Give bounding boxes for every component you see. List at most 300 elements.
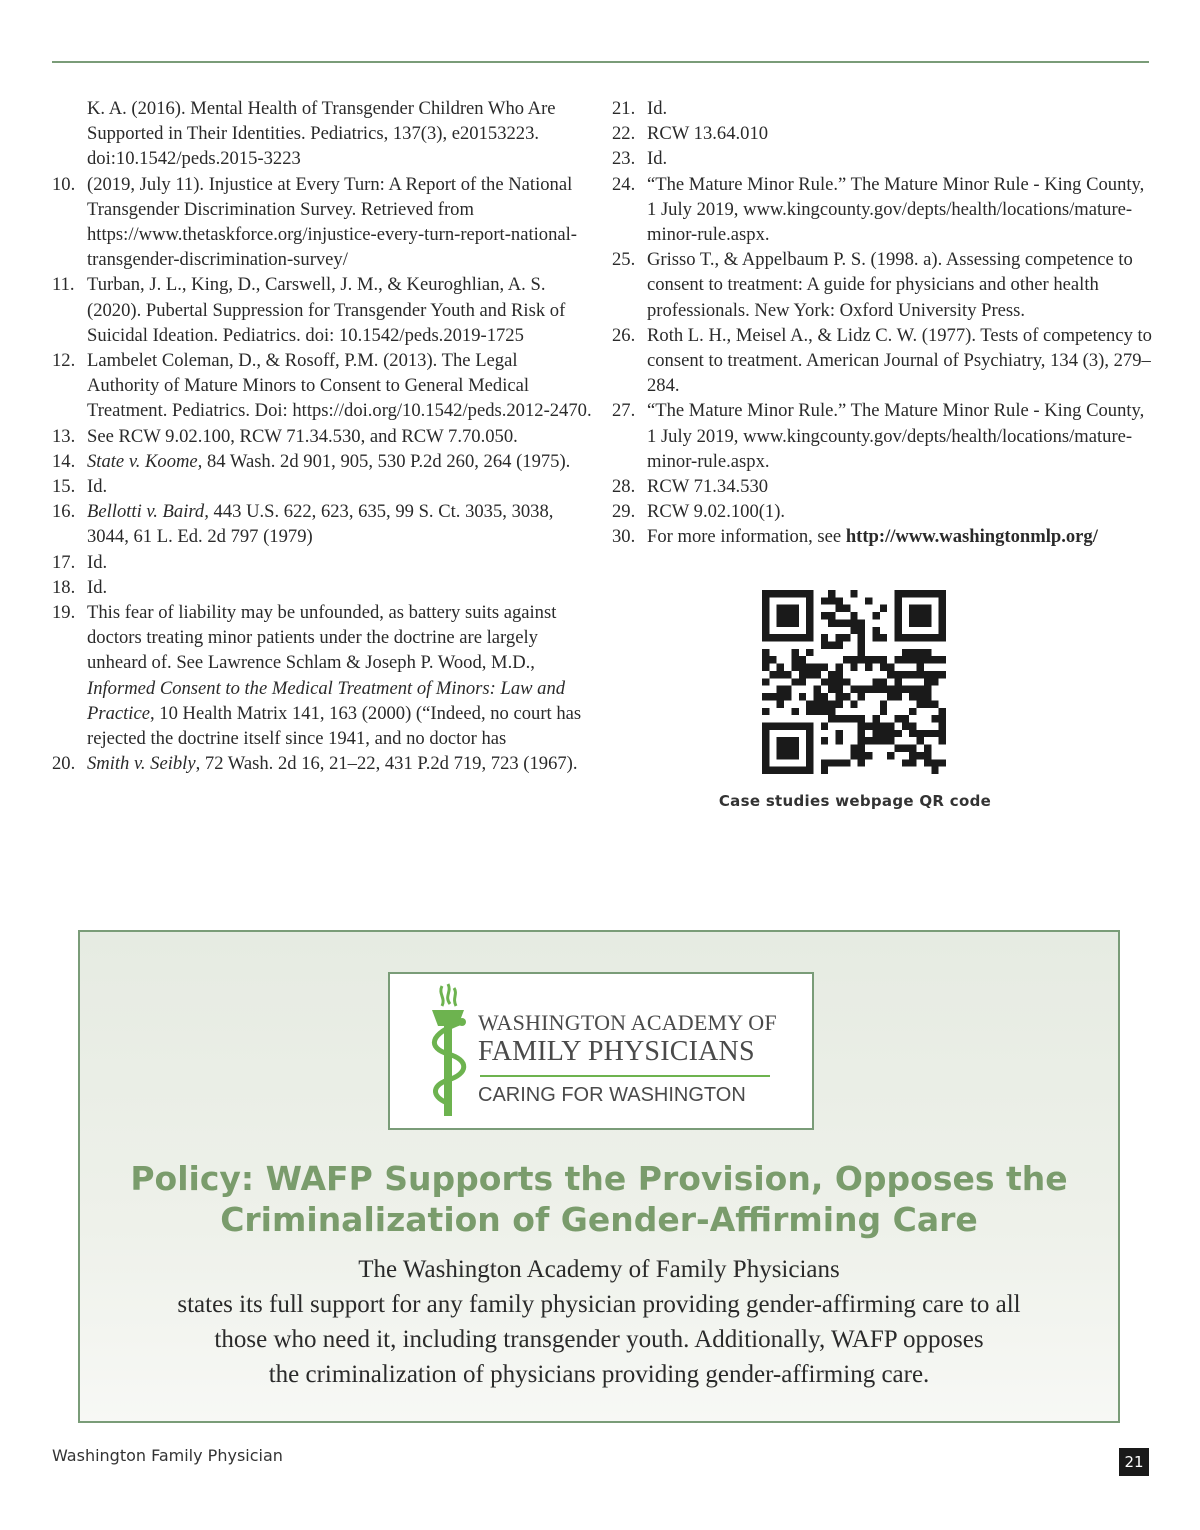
qr-module bbox=[909, 752, 916, 759]
reference-27 bbox=[612, 398, 1152, 474]
qr-module bbox=[939, 605, 946, 612]
qr-module bbox=[762, 678, 769, 685]
qr-module bbox=[887, 664, 894, 671]
qr-module bbox=[777, 767, 784, 774]
qr-module bbox=[939, 612, 946, 619]
qr-module bbox=[799, 656, 806, 663]
qr-module bbox=[784, 737, 791, 744]
reference-17 bbox=[52, 550, 592, 575]
qr-module bbox=[799, 767, 806, 774]
qr-module bbox=[777, 737, 784, 744]
qr-module bbox=[858, 627, 865, 634]
logo-text-academy: WASHINGTON ACADEMY OF bbox=[478, 1010, 777, 1035]
qr-module bbox=[909, 693, 916, 700]
qr-module bbox=[828, 686, 835, 693]
qr-module bbox=[828, 642, 835, 649]
qr-module bbox=[806, 649, 813, 656]
reference-30 bbox=[612, 524, 1152, 549]
qr-module bbox=[909, 605, 916, 612]
policy-statement-line: states its full support for any family physician providing gender-affirming care to all bbox=[177, 1291, 1021, 1318]
qr-module bbox=[806, 752, 813, 759]
qr-module bbox=[762, 649, 769, 656]
policy-title bbox=[80, 1158, 1118, 1240]
qr-module bbox=[806, 590, 813, 597]
qr-module bbox=[909, 649, 916, 656]
qr-module bbox=[917, 686, 924, 693]
reference-number: 17. bbox=[52, 551, 76, 573]
reference-text: Id. bbox=[647, 148, 668, 170]
reference-text: RCW 9.02.100(1). bbox=[647, 501, 786, 523]
qr-module bbox=[872, 730, 879, 737]
qr-module bbox=[924, 634, 931, 641]
citation: , 10 Health Matrix 141, 163 (2000) (“Indeed, no court has rejected the doctrine itself since 1941, and no doctor has bbox=[87, 702, 582, 750]
qr-module bbox=[872, 627, 879, 634]
qr-module bbox=[894, 656, 901, 663]
qr-module bbox=[931, 656, 938, 663]
qr-module bbox=[828, 708, 835, 715]
qr-module bbox=[872, 722, 879, 729]
qr-module bbox=[872, 678, 879, 685]
qr-module bbox=[887, 752, 894, 759]
qr-module bbox=[836, 693, 843, 700]
policy-box bbox=[78, 930, 1120, 1423]
qr-module bbox=[894, 590, 901, 597]
qr-module bbox=[777, 605, 784, 612]
qr-module bbox=[931, 671, 938, 678]
qr-module bbox=[924, 752, 931, 759]
qr-module bbox=[909, 612, 916, 619]
qr-module bbox=[909, 730, 916, 737]
qr-module bbox=[843, 678, 850, 685]
qr-module bbox=[806, 737, 813, 744]
qr-module bbox=[814, 686, 821, 693]
reference-18 bbox=[52, 575, 592, 600]
qr-module bbox=[917, 612, 924, 619]
reference-number: 18. bbox=[52, 576, 76, 598]
qr-module bbox=[850, 627, 857, 634]
reference-14 bbox=[52, 449, 592, 474]
qr-module bbox=[894, 693, 901, 700]
reference-number: 15. bbox=[52, 476, 76, 498]
qr-module bbox=[887, 671, 894, 678]
policy-statement bbox=[80, 1252, 1118, 1392]
qr-module bbox=[806, 597, 813, 604]
qr-module bbox=[894, 627, 901, 634]
qr-module bbox=[828, 715, 835, 722]
qr-module bbox=[777, 722, 784, 729]
qr-module bbox=[939, 619, 946, 626]
citation: 443 U.S. 622, 623, 635, 99 S. Ct. 3035, 3038, 3044, 61 L. Ed. 2d 797 (1979) bbox=[87, 501, 554, 548]
qr-module bbox=[880, 730, 887, 737]
qr-module bbox=[806, 745, 813, 752]
qr-module bbox=[821, 737, 828, 744]
reference-number: 21. bbox=[612, 98, 636, 119]
qr-module bbox=[894, 612, 901, 619]
reference-number: 22. bbox=[612, 123, 636, 145]
reference-26 bbox=[612, 323, 1152, 399]
policy-statement-line: The Washington Academy of Family Physicians bbox=[358, 1256, 840, 1283]
staff-of-asclepius-icon bbox=[418, 982, 478, 1120]
qr-module bbox=[894, 619, 901, 626]
reference-number: 14. bbox=[52, 450, 76, 472]
qr-module bbox=[784, 745, 791, 752]
qr-module bbox=[880, 678, 887, 685]
qr-module bbox=[924, 649, 931, 656]
qr-module bbox=[791, 737, 798, 744]
qr-module bbox=[784, 590, 791, 597]
reference-21 bbox=[612, 96, 1152, 121]
qr-module bbox=[939, 722, 946, 729]
reference-text: “The Mature Minor Rule.” The Mature Minor Rule - King County, 1 July 2019, www.kingcounty.gov/depts/health/locations/mature-minor-rule.aspx. bbox=[647, 173, 1145, 246]
qr-module bbox=[762, 627, 769, 634]
reference-number: 20. bbox=[52, 753, 76, 775]
qr-module bbox=[872, 686, 879, 693]
qr-module bbox=[872, 656, 879, 663]
logo-divider bbox=[480, 1075, 770, 1077]
page-number: 21 bbox=[1119, 1448, 1149, 1476]
qr-module bbox=[784, 612, 791, 619]
policy-title-line: Policy: WAFP Supports the Provision, Opposes the bbox=[130, 1159, 1068, 1198]
qr-module bbox=[762, 664, 769, 671]
qr-module bbox=[806, 767, 813, 774]
qr-module bbox=[858, 619, 865, 626]
qr-module bbox=[939, 759, 946, 766]
qr-module bbox=[836, 678, 843, 685]
qr-module bbox=[806, 730, 813, 737]
qr-module bbox=[880, 737, 887, 744]
qr-module bbox=[843, 693, 850, 700]
qr-module bbox=[777, 612, 784, 619]
qr-module bbox=[791, 745, 798, 752]
qr-module bbox=[872, 737, 879, 744]
qr-module bbox=[762, 767, 769, 774]
qr-module bbox=[909, 634, 916, 641]
citation: 84 Wash. 2d 901, 905, 530 P.2d 260, 264 (1975). bbox=[202, 450, 571, 472]
qr-module bbox=[791, 605, 798, 612]
qr-module bbox=[821, 759, 828, 766]
qr-module bbox=[880, 664, 887, 671]
reference-number: 13. bbox=[52, 425, 76, 447]
qr-module bbox=[821, 693, 828, 700]
qr-module bbox=[858, 693, 865, 700]
qr-module bbox=[828, 619, 835, 626]
qr-module bbox=[777, 671, 784, 678]
reference-25 bbox=[612, 247, 1152, 323]
qr-module bbox=[858, 656, 865, 663]
qr-module bbox=[836, 671, 843, 678]
qr-module bbox=[850, 664, 857, 671]
qr-module bbox=[917, 730, 924, 737]
reference-text bbox=[647, 524, 1152, 549]
qr-module bbox=[858, 737, 865, 744]
reference-number: 19. bbox=[52, 602, 76, 624]
qr-module bbox=[939, 590, 946, 597]
qr-module bbox=[865, 656, 872, 663]
qr-module bbox=[917, 649, 924, 656]
qr-module bbox=[872, 634, 879, 641]
case-name: State v. Koome, bbox=[87, 450, 203, 472]
qr-module bbox=[791, 708, 798, 715]
qr-module bbox=[917, 671, 924, 678]
qr-module bbox=[939, 671, 946, 678]
qr-module bbox=[799, 590, 806, 597]
qr-module bbox=[939, 737, 946, 744]
qr-module bbox=[762, 752, 769, 759]
qr-module bbox=[909, 671, 916, 678]
qr-module bbox=[836, 664, 843, 671]
qr-module bbox=[850, 619, 857, 626]
qr-module bbox=[769, 693, 776, 700]
qr-module bbox=[924, 678, 931, 685]
qr-module bbox=[865, 686, 872, 693]
reference-text: RCW 13.64.010 bbox=[647, 123, 769, 145]
qr-module bbox=[828, 590, 835, 597]
qr-module bbox=[931, 634, 938, 641]
qr-module bbox=[917, 605, 924, 612]
reference-10 bbox=[52, 172, 592, 273]
qr-module bbox=[799, 664, 806, 671]
qr-module bbox=[850, 715, 857, 722]
reference-number: 11. bbox=[52, 274, 75, 296]
qr-module bbox=[784, 752, 791, 759]
qr-module bbox=[814, 708, 821, 715]
qr-module bbox=[902, 649, 909, 656]
qr-module bbox=[828, 759, 835, 766]
qr-module bbox=[924, 693, 931, 700]
citation: This fear of liability may be unfounded, as battery suits against doctors treating minor patients under the doctrine are largely unheard of. See Lawrence Schlam & Joseph P. Wood, M.D., bbox=[87, 602, 557, 674]
qr-module bbox=[924, 730, 931, 737]
case-name: Smith v. Seibly bbox=[87, 753, 196, 775]
qr-module bbox=[784, 605, 791, 612]
qr-module bbox=[836, 597, 843, 604]
qr-module bbox=[791, 619, 798, 626]
qr-code[interactable] bbox=[762, 590, 946, 774]
qr-module bbox=[931, 767, 938, 774]
qr-module bbox=[865, 752, 872, 759]
qr-module bbox=[784, 686, 791, 693]
qr-module bbox=[931, 715, 938, 722]
qr-module bbox=[762, 737, 769, 744]
qr-module bbox=[917, 752, 924, 759]
qr-module bbox=[917, 656, 924, 663]
qr-module bbox=[880, 686, 887, 693]
qr-module bbox=[791, 767, 798, 774]
qr-module bbox=[799, 671, 806, 678]
qr-module bbox=[777, 634, 784, 641]
qr-module bbox=[791, 649, 798, 656]
qr-module bbox=[924, 686, 931, 693]
reference-text bbox=[87, 499, 592, 549]
policy-title-line: Criminalization of Gender-Affirming Care bbox=[220, 1200, 978, 1239]
references-left-column bbox=[52, 96, 592, 776]
reference-text: Id. bbox=[87, 551, 108, 573]
reference-number: 29. bbox=[612, 501, 636, 523]
qr-module bbox=[887, 722, 894, 729]
qr-module bbox=[762, 708, 769, 715]
qr-module bbox=[924, 590, 931, 597]
qr-module bbox=[917, 737, 924, 744]
qr-module bbox=[791, 678, 798, 685]
qr-module bbox=[917, 693, 924, 700]
logo-tagline: CARING FOR WASHINGTON bbox=[478, 1084, 746, 1106]
qr-module bbox=[858, 745, 865, 752]
qr-module bbox=[902, 759, 909, 766]
qr-module bbox=[836, 605, 843, 612]
reference-number: 10. bbox=[52, 173, 76, 195]
reference-text: Grisso T., & Appelbaum P. S. (1998. a). Assessing competence to consent to treatment: A guide for physicians and other health professionals. New York: Oxford University Press. bbox=[647, 249, 1133, 321]
qr-module bbox=[806, 671, 813, 678]
reference-23 bbox=[612, 146, 1152, 171]
qr-module bbox=[939, 730, 946, 737]
qr-module bbox=[858, 649, 865, 656]
qr-module bbox=[843, 619, 850, 626]
qr-module bbox=[850, 745, 857, 752]
qr-module bbox=[865, 737, 872, 744]
qr-module bbox=[924, 619, 931, 626]
qr-module bbox=[850, 752, 857, 759]
reference-number: 30. bbox=[612, 526, 636, 548]
reference-20 bbox=[52, 751, 592, 776]
qr-module bbox=[850, 656, 857, 663]
qr-module bbox=[902, 715, 909, 722]
qr-module bbox=[769, 590, 776, 597]
reference-text: See RCW 9.02.100, RCW 71.34.530, and RCW 7.70.050. bbox=[87, 425, 518, 447]
qr-module bbox=[769, 722, 776, 729]
qr-module bbox=[887, 737, 894, 744]
reference-number: 26. bbox=[612, 324, 636, 346]
qr-module bbox=[880, 708, 887, 715]
qr-module bbox=[909, 759, 916, 766]
qr-module bbox=[836, 642, 843, 649]
qr-module bbox=[821, 722, 828, 729]
qr-module bbox=[828, 612, 835, 619]
qr-module bbox=[887, 693, 894, 700]
case-name: Bellotti v. Baird, bbox=[87, 501, 209, 523]
qr-module bbox=[777, 590, 784, 597]
qr-module bbox=[828, 678, 835, 685]
reference-number: 16. bbox=[52, 501, 76, 523]
qr-module bbox=[872, 612, 879, 619]
reference-text bbox=[87, 449, 592, 474]
qr-module bbox=[762, 693, 769, 700]
reference-text: Id. bbox=[87, 476, 108, 498]
reference-24 bbox=[612, 172, 1152, 248]
qr-module bbox=[762, 619, 769, 626]
reference-number: 24. bbox=[612, 173, 636, 195]
qr-module bbox=[909, 590, 916, 597]
wafp-logo bbox=[388, 972, 814, 1130]
qr-module bbox=[858, 715, 865, 722]
qr-module bbox=[762, 605, 769, 612]
citation: , 72 Wash. 2d 16, 21–22, 431 P.2d 719, 723 (1967). bbox=[195, 753, 578, 775]
qr-module bbox=[836, 619, 843, 626]
qr-module bbox=[784, 722, 791, 729]
qr-module bbox=[784, 619, 791, 626]
qr-module bbox=[836, 759, 843, 766]
reference-12 bbox=[52, 348, 592, 424]
qr-module bbox=[909, 619, 916, 626]
qr-module bbox=[887, 730, 894, 737]
qr-module bbox=[909, 656, 916, 663]
qr-module bbox=[902, 745, 909, 752]
qr-module bbox=[762, 612, 769, 619]
qr-module bbox=[777, 619, 784, 626]
qr-module bbox=[806, 627, 813, 634]
qr-module bbox=[791, 664, 798, 671]
qr-module bbox=[858, 634, 865, 641]
qr-module bbox=[821, 700, 828, 707]
website-link[interactable]: http://www.washingtonmlp.org/ bbox=[845, 526, 1098, 548]
qr-module bbox=[909, 686, 916, 693]
reference-text: (2019, July 11). Injustice at Every Turn: A Report of the National Transgender Discrimination Survey. Retrieved from https://www.thetaskforce.org/injustice-every-turn-report-national-transgender-discrimination-survey/ bbox=[87, 173, 577, 271]
qr-module bbox=[843, 605, 850, 612]
qr-module bbox=[894, 745, 901, 752]
logo-text-family-physicians: FAMILY PHYSICIANS bbox=[478, 1036, 755, 1067]
reference-number: 28. bbox=[612, 476, 636, 498]
qr-module bbox=[872, 715, 879, 722]
qr-module bbox=[924, 759, 931, 766]
qr-module bbox=[821, 642, 828, 649]
qr-module bbox=[850, 700, 857, 707]
reference-text bbox=[87, 600, 592, 751]
qr-module bbox=[850, 612, 857, 619]
reference-text: Roth L. H., Meisel A., & Lidz C. W. (1977). Tests of competency to consent to treatment. American Journal of Psychiatry, 134 (3), 279–284. bbox=[647, 324, 1152, 397]
reference-11 bbox=[52, 272, 592, 348]
qr-caption: Case studies webpage QR code bbox=[718, 792, 992, 810]
qr-module bbox=[939, 656, 946, 663]
reference-text: K. A. (2016). Mental Health of Transgender Children Who Are Supported in Their Identities. Pediatrics, 137(3), e20153223. doi:10.1542/peds.2015-3223 bbox=[87, 98, 556, 170]
qr-module bbox=[850, 590, 857, 597]
reference-15 bbox=[52, 474, 592, 499]
qr-module bbox=[769, 634, 776, 641]
qr-module bbox=[806, 605, 813, 612]
qr-module bbox=[894, 715, 901, 722]
top-rule bbox=[52, 61, 1149, 63]
qr-module bbox=[821, 634, 828, 641]
qr-module bbox=[799, 693, 806, 700]
qr-module bbox=[814, 671, 821, 678]
qr-module bbox=[924, 656, 931, 663]
qr-module bbox=[762, 597, 769, 604]
qr-module bbox=[784, 671, 791, 678]
qr-module bbox=[784, 767, 791, 774]
qr-module bbox=[806, 708, 813, 715]
qr-module bbox=[939, 597, 946, 604]
qr-module bbox=[791, 722, 798, 729]
qr-module bbox=[902, 686, 909, 693]
reference-text: Lambelet Coleman, D., & Rosoff, P.M. (2013). The Legal Authority of Mature Minors to Consent to General Medical Treatment. Pediatrics. Doi: https://doi.org/10.1542/peds.2012-2470. bbox=[87, 350, 592, 422]
qr-module bbox=[931, 678, 938, 685]
qr-module bbox=[814, 693, 821, 700]
qr-module bbox=[924, 745, 931, 752]
qr-module bbox=[769, 767, 776, 774]
qr-module bbox=[843, 656, 850, 663]
references-right-column bbox=[612, 96, 1152, 550]
qr-module bbox=[880, 722, 887, 729]
qr-module bbox=[917, 700, 924, 707]
qr-module bbox=[894, 730, 901, 737]
qr-module bbox=[821, 708, 828, 715]
reference-text: Id. bbox=[647, 98, 668, 119]
qr-module bbox=[806, 612, 813, 619]
qr-module bbox=[777, 752, 784, 759]
qr-module bbox=[858, 686, 865, 693]
qr-module bbox=[939, 627, 946, 634]
qr-module bbox=[909, 745, 916, 752]
reference-text: Turban, J. L., King, D., Carswell, J. M., & Keuroghlian, A. S. (2020). Pubertal Suppression for Transgender Youth and Risk of Suicidal Ideation. Pediatrics. doi: 10.1542/peds.2019-1725 bbox=[87, 274, 566, 346]
qr-module bbox=[799, 722, 806, 729]
qr-module bbox=[902, 634, 909, 641]
